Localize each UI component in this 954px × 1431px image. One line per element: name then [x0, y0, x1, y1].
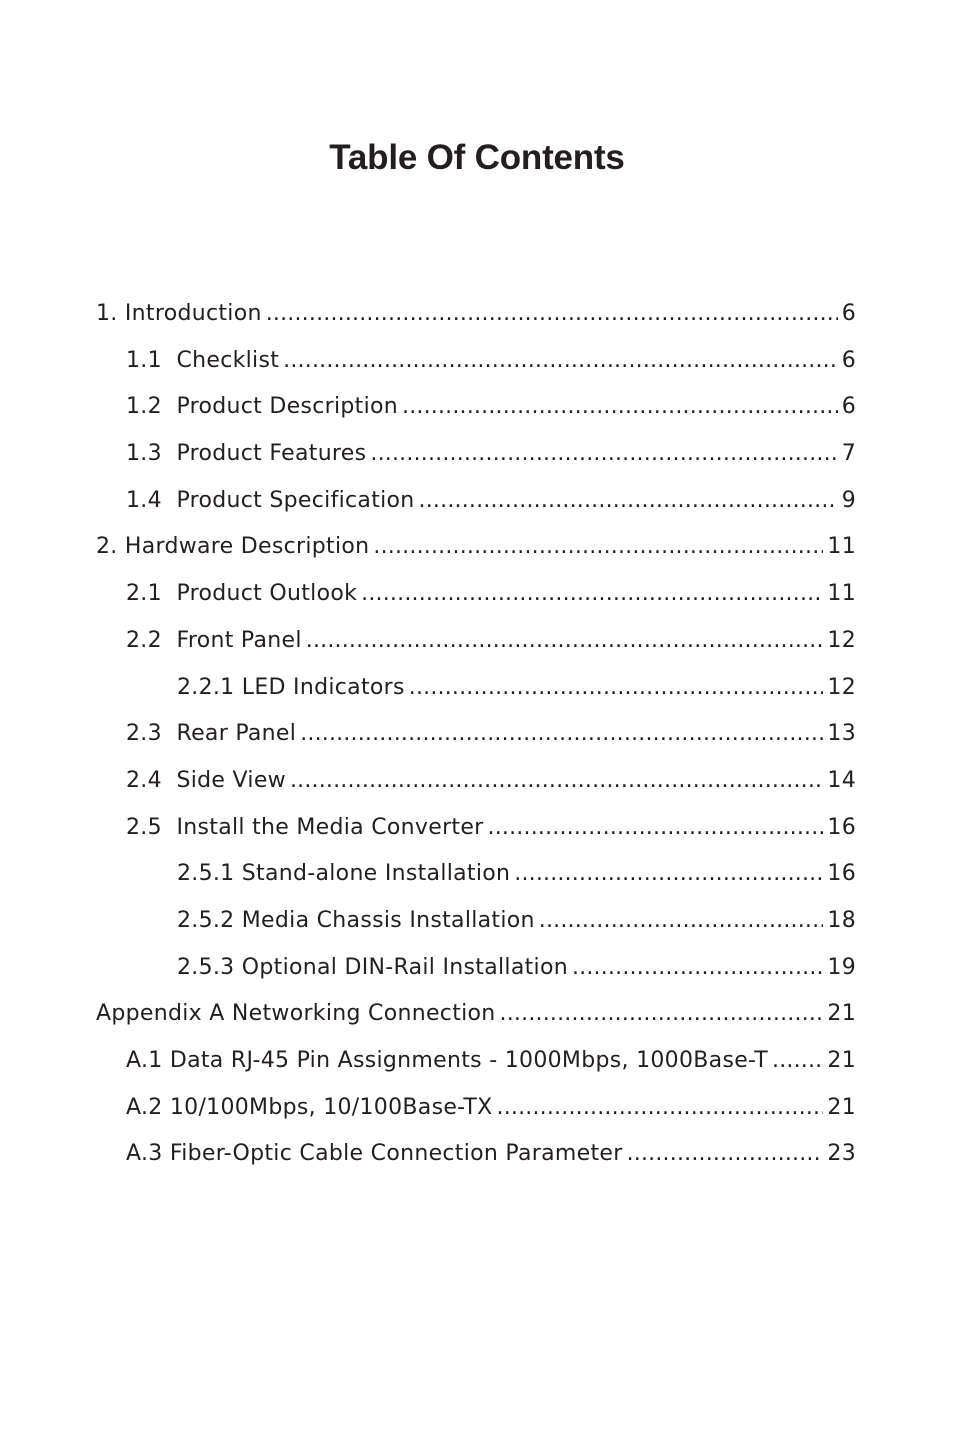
toc-dot-leader — [488, 810, 824, 846]
toc-dot-leader — [300, 716, 823, 752]
toc-entry-page: 11 — [827, 534, 856, 560]
toc-entry[interactable] — [96, 716, 856, 763]
toc-entry-label: 2.5 Install the Media Converter — [126, 814, 484, 840]
toc-dot-leader — [539, 903, 824, 939]
toc-dot-leader — [266, 296, 838, 332]
toc-dot-leader — [772, 1043, 823, 1079]
toc-dot-leader — [497, 1090, 824, 1126]
toc-entry-label: Appendix A Networking Connection — [96, 1001, 496, 1027]
toc-entry[interactable] — [96, 483, 856, 530]
toc-entry-page: 19 — [827, 954, 856, 980]
toc-entry[interactable] — [96, 1136, 856, 1183]
toc-entry-label: A.1 Data RJ-45 Pin Assignments - 1000Mbps, 1000Base-T — [126, 1048, 768, 1073]
toc-entry-page: 14 — [827, 767, 856, 793]
toc-entry[interactable] — [96, 903, 856, 950]
toc-entry[interactable] — [96, 343, 856, 390]
toc-entry-page: 21 — [827, 1001, 856, 1027]
toc-entry[interactable] — [96, 950, 856, 997]
toc-entry[interactable] — [96, 670, 856, 717]
toc-entry-label: 2.5.1 Stand-alone Installation — [177, 861, 511, 887]
toc-entry-label: 2.5.3 Optional DIN-Rail Installation — [177, 954, 568, 980]
toc-dot-leader — [306, 623, 824, 659]
toc-entry[interactable] — [96, 856, 856, 903]
toc-entry[interactable] — [96, 1043, 856, 1090]
toc-entry[interactable] — [96, 996, 856, 1043]
toc-entry-page: 12 — [827, 674, 856, 700]
toc-entry-label: 2.2.1 LED Indicators — [177, 674, 405, 700]
toc-entry[interactable] — [96, 576, 856, 623]
table-of-contents — [96, 296, 856, 1183]
page-title: Table Of Contents — [329, 138, 625, 177]
toc-entry-page: 6 — [841, 301, 856, 326]
toc-entry-page: 9 — [841, 487, 856, 513]
toc-entry-label: 2.5.2 Media Chassis Installation — [177, 907, 535, 933]
toc-dot-leader — [290, 763, 823, 799]
toc-entry-page: 23 — [827, 1141, 856, 1167]
toc-entry[interactable] — [96, 529, 856, 576]
toc-entry[interactable] — [96, 296, 856, 343]
toc-entry-label: 1.2 Product Description — [126, 394, 398, 420]
toc-entry-page: 12 — [827, 627, 856, 653]
toc-dot-leader — [409, 670, 824, 706]
toc-dot-leader — [283, 343, 838, 379]
toc-entry-label: 2.3 Rear Panel — [126, 721, 297, 747]
toc-entry-label: 2.1 Product Outlook — [126, 581, 358, 607]
toc-dot-leader — [370, 436, 837, 472]
toc-entry-page: 21 — [827, 1094, 856, 1120]
toc-entry-page: 16 — [827, 814, 856, 840]
toc-entry[interactable] — [96, 810, 856, 857]
toc-entry[interactable] — [96, 623, 856, 670]
toc-dot-leader — [500, 996, 824, 1032]
toc-dot-leader — [419, 483, 838, 519]
toc-entry-label: 1.3 Product Features — [126, 441, 367, 467]
toc-entry-page: 13 — [827, 721, 856, 747]
toc-entry[interactable] — [96, 763, 856, 810]
toc-entry-label: 1.1 Checklist — [126, 347, 280, 373]
toc-entry-page: 21 — [827, 1048, 856, 1073]
toc-dot-leader — [572, 950, 823, 986]
toc-dot-leader — [514, 856, 823, 892]
toc-entry-label: A.2 10/100Mbps, 10/100Base-TX — [126, 1094, 493, 1120]
toc-entry-label: 1.4 Product Specification — [126, 487, 415, 513]
toc-entry-label: A.3 Fiber-Optic Cable Connection Parameter — [126, 1141, 623, 1167]
toc-entry[interactable] — [96, 436, 856, 483]
toc-dot-leader — [627, 1136, 824, 1172]
toc-entry-page: 7 — [841, 441, 856, 467]
toc-entry[interactable] — [96, 389, 856, 436]
toc-entry-label: 2.2 Front Panel — [126, 627, 302, 653]
toc-entry-page: 6 — [841, 394, 856, 420]
toc-entry-page: 6 — [841, 347, 856, 373]
toc-dot-leader — [402, 389, 838, 425]
toc-dot-leader — [361, 576, 823, 612]
toc-entry-label: 2.4 Side View — [126, 767, 286, 793]
toc-entry-label: 2. Hardware Description — [96, 534, 370, 560]
toc-entry[interactable] — [96, 1090, 856, 1137]
toc-entry-page: 11 — [827, 581, 856, 607]
toc-entry-page: 18 — [827, 907, 856, 933]
toc-dot-leader — [373, 529, 823, 565]
toc-entry-label: 1. Introduction — [96, 301, 262, 326]
toc-entry-page: 16 — [827, 861, 856, 887]
